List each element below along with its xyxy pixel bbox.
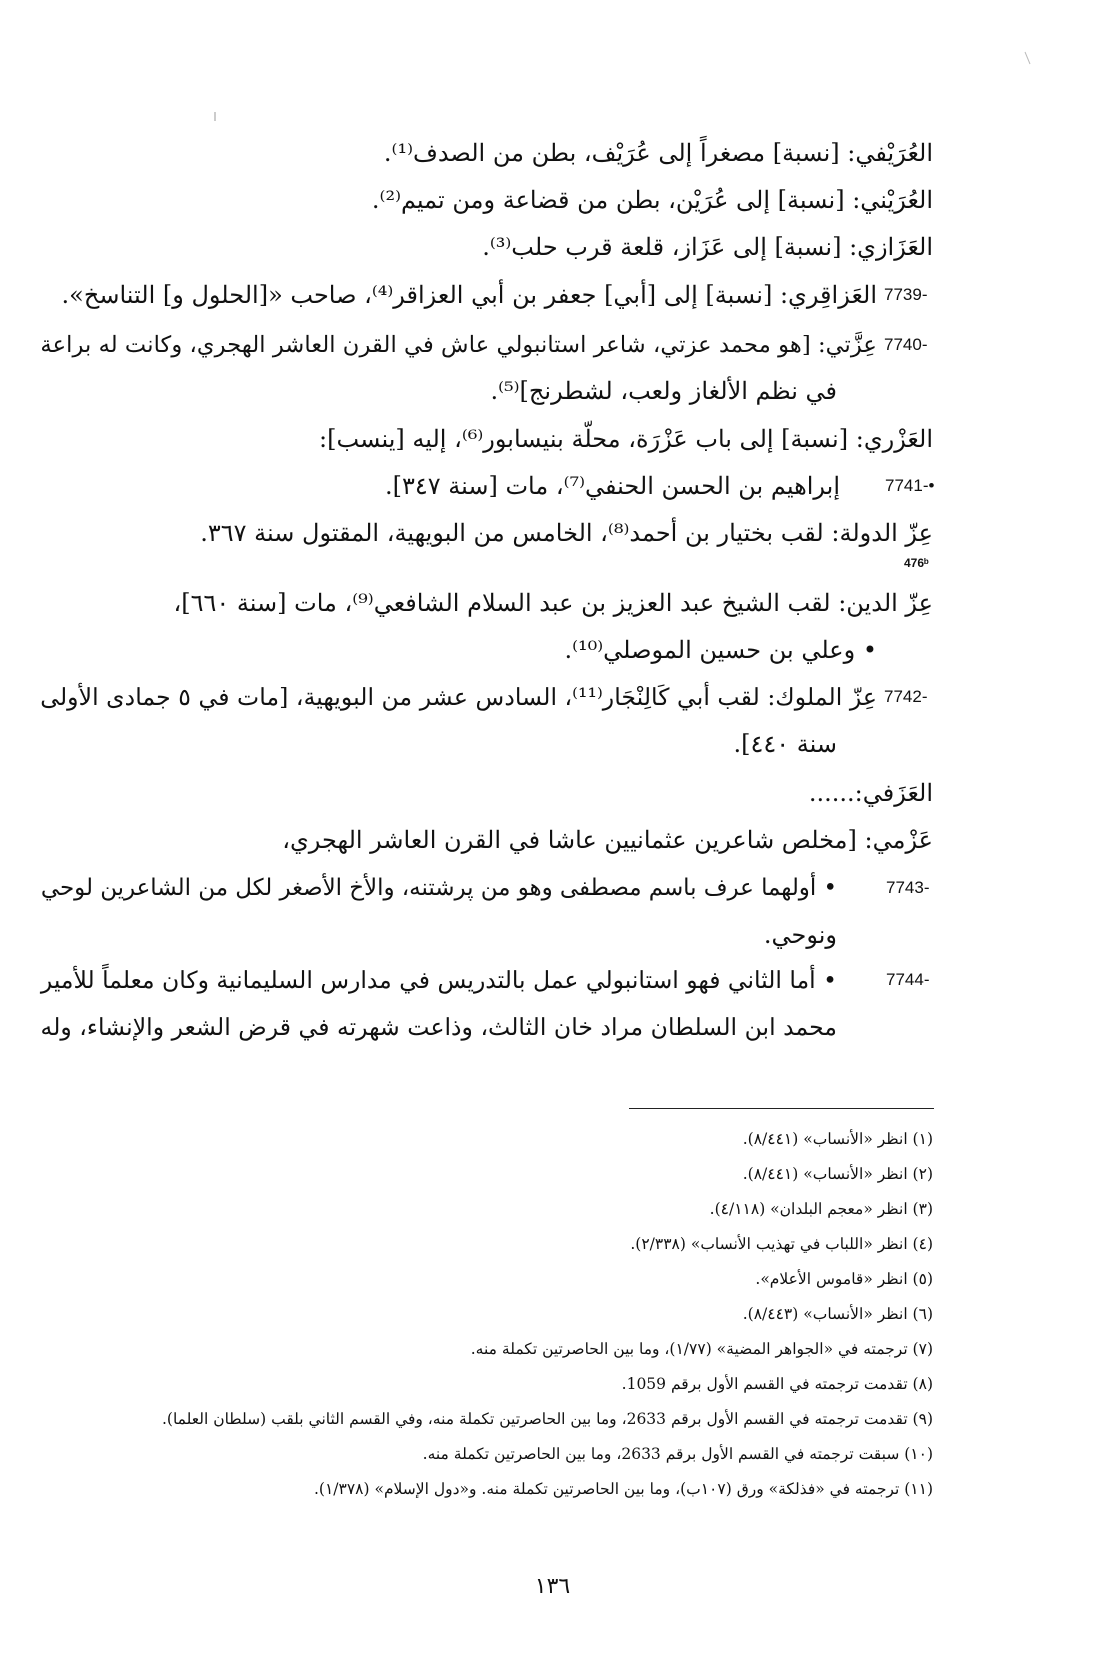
entry-line: • أولهما عرف باسم مصطفى وهو من پرشتنه، والأخ الأصغر لكل من الشاعرين لوحي <box>40 875 837 901</box>
entry-line: عَزْمي: [مخلص شاعرين عثمانيين عاشا في القرن العاشر الهجري، <box>282 826 933 854</box>
entry-line: العَزْري: [نسبة] إلى باب عَزْرَة، محلّة بنيسابور⁽⁶⁾، إليه [ينسب]: <box>319 425 933 453</box>
entry-line: العُرَيْني: [نسبة] إلى عُرَيْن، بطن من قضاعة ومن تميم⁽²⁾. <box>371 186 933 214</box>
entry-number: 7743- <box>886 878 930 897</box>
entry-line: • أما الثاني فهو استانبولي عمل بالتدريس في مدارس السليمانية وكان معلماً للأمير <box>40 966 837 994</box>
entry-line: محمد ابن السلطان مراد خان الثالث، وذاعت شهرته في قرض الشعر والإنشاء، وله <box>40 1013 837 1041</box>
footnote: (٨) تقدمت ترجمته في القسم الأول برقم 1059. <box>621 1375 933 1393</box>
footnote: (١١) ترجمته في «فذلكة» ورق (١٠٧ب)، وما بين الحاصرتين تكملة منه. و«دول الإسلام» (١/٣٧٨). <box>313 1480 933 1498</box>
entry-line: سنة ٤٤٠]. <box>733 730 837 758</box>
entry-number: 7740- <box>884 335 928 354</box>
entry-number: 7739- <box>884 285 928 304</box>
page-number: ١٣٦ <box>534 1574 571 1599</box>
footnote: (٦) انظر «الأنساب» (٨/٤٤٣). <box>742 1305 933 1323</box>
entry-line: عِزَّتي: [هو محمد عزتي، شاعر استانبولي عاش في القرن العاشر الهجري، وكانت له براعة <box>40 332 877 358</box>
footnote: (٣) انظر «معجم البلدان» (٤/١١٨). <box>709 1200 933 1218</box>
entry-line: العَزاقِري: [نسبة] إلى [أبي] جعفر بن أبي العزاقر⁽⁴⁾، صاحب «[الحلول و] التناسخ». <box>61 281 877 309</box>
entry-number: 7744- <box>886 970 930 989</box>
entry-line: عِزّ الملوك: لقب أبي كَالِنْجَار⁽¹¹⁾، السادس عشر من البويهية، [مات في ٥ جمادى الأولى <box>40 683 877 711</box>
entry-number: 7742- <box>884 687 928 706</box>
entry-line: العَزَازي: [نسبة] إلى عَزَاز، قلعة قرب حلب⁽³⁾. <box>482 233 933 261</box>
entry-number: 7741-• <box>885 476 935 495</box>
entry-line: عِزّ الدين: لقب الشيخ عبد العزيز بن عبد السلام الشافعي⁽⁹⁾، مات [سنة ٦٦٠]، <box>173 589 933 617</box>
entry-line: العُرَيْفي: [نسبة] مصغراً إلى عُرَيْف، بطن من الصدف⁽¹⁾. <box>383 139 933 167</box>
footnote: (١٠) سبقت ترجمته في القسم الأول برقم 2633، وما بين الحاصرتين تكملة منه. <box>422 1445 933 1463</box>
entry-line: ونوحي. <box>763 921 837 949</box>
scan-marks <box>0 0 1105 200</box>
margin-folio-note: 476ᵇ <box>904 556 929 570</box>
entry-line: العَزَفي:...... <box>808 779 933 807</box>
entry-line: إبراهيم بن الحسن الحنفي⁽⁷⁾، مات [سنة ٣٤٧]. <box>384 472 840 500</box>
footnote: (٤) انظر «اللباب في تهذيب الأنساب» (٢/٣٣٨). <box>630 1235 933 1253</box>
entry-line: في نظم الألغاز ولعب، لشطرنج]⁽⁵⁾. <box>490 377 837 405</box>
entry-line: عِزّ الدولة: لقب بختيار بن أحمد⁽⁸⁾، الخامس من البويهية، المقتول سنة ٣٦٧. <box>200 519 933 547</box>
footnote: (٩) تقدمت ترجمته في القسم الأول برقم 2633، وما بين الحاصرتين تكملة منه، وفي القسم الثاني بلقب (سلطان العلما). <box>161 1410 933 1428</box>
footnote: (٧) ترجمته في «الجواهر المضية» (١/٧٧)، وما بين الحاصرتين تكملة منه. <box>470 1340 933 1358</box>
footnote: (٢) انظر «الأنساب» (٨/٤٤١). <box>742 1165 933 1183</box>
footnote-separator <box>629 1108 934 1109</box>
footnote: (١) انظر «الأنساب» (٨/٤٤١). <box>742 1130 933 1148</box>
entry-line: • وعلي بن حسين الموصلي⁽¹⁰⁾. <box>564 636 877 664</box>
footnote: (٥) انظر «قاموس الأعلام». <box>755 1270 933 1288</box>
